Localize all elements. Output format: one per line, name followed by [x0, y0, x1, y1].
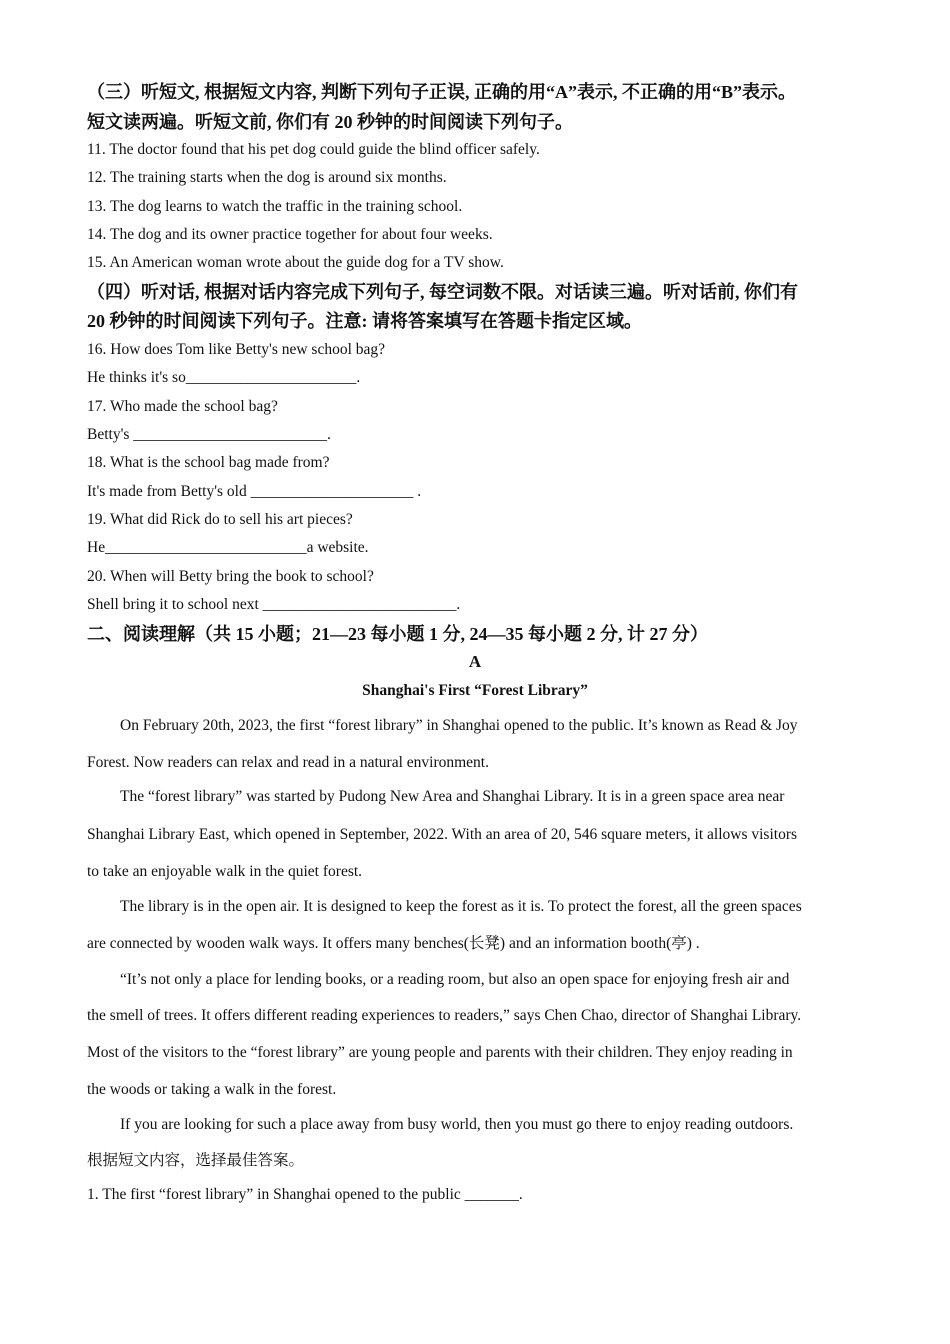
question-line: 19. What did Rick do to sell his art pieces?	[87, 511, 353, 528]
question-line: 18. What is the school bag made from?	[87, 454, 330, 471]
question-1: 1. The first “forest library” in Shanghai opened to the public _______.	[87, 1186, 523, 1203]
answer-line: He thinks it's so______________________.	[87, 369, 361, 386]
section-3-heading-line2: 短文读两遍。听短文前, 你们有 20 秒钟的时间阅读下列句子。	[87, 112, 573, 132]
part-2-heading: 二、阅读理解（共 15 小题；21—23 每小题 1 分, 24—35 每小题 2 分, 计 27 分）	[87, 624, 708, 644]
question-line: 17. Who made the school bag?	[87, 398, 278, 415]
paragraph-1-line: On February 20th, 2023, the first “forest library” in Shanghai opened to the public. It’s known as Read & Joy	[120, 717, 798, 734]
passage-title: Shanghai's First “Forest Library”	[362, 682, 588, 699]
passage-letter: A	[468, 652, 482, 671]
paragraph-4-line: Most of the visitors to the “forest library” are young people and parents with their children. They enjoy reading in	[87, 1044, 793, 1061]
question-item: 13. The dog learns to watch the traffic in the training school.	[87, 198, 463, 215]
question-item: 11. The doctor found that his pet dog could guide the blind officer safely.	[87, 141, 540, 158]
section-4-heading-line1: （四）听对话, 根据对话内容完成下列句子, 每空词数不限。对话读三遍。听对话前, 你们有	[87, 282, 798, 302]
paragraph-4-line: the woods or taking a walk in the forest.	[87, 1081, 337, 1098]
answer-line: Shell bring it to school next _________________________.	[87, 596, 461, 613]
answer-line: Betty's _________________________.	[87, 426, 331, 443]
section-3-heading-line1: （三）听短文, 根据短文内容, 判断下列句子正误, 正确的用“A”表示, 不正确的用“B”表示。	[87, 82, 797, 102]
paragraph-2-line: Shanghai Library East, which opened in September, 2022. With an area of 20, 546 square meters, it allows visitors	[87, 826, 798, 843]
paragraph-3-line: are connected by wooden walk ways. It offers many benches(长凳) and an information booth(亭) .	[87, 935, 700, 952]
question-line: 16. How does Tom like Betty's new school bag?	[87, 341, 386, 358]
paragraph-4-line: the smell of trees. It offers different reading experiences to readers,” says Chen Chao, director of Shanghai Library.	[87, 1007, 802, 1024]
instruction-text: 根据短文内容，选择最佳答案。	[87, 1152, 305, 1169]
paragraph-5-line: If you are looking for such a place away from busy world, then you must go there to enjoy reading outdoors.	[120, 1116, 794, 1133]
answer-line: It's made from Betty's old _____________________ .	[87, 483, 422, 500]
section-4-heading-line2: 20 秒钟的时间阅读下列句子。注意: 请将答案填写在答题卡指定区域。	[87, 311, 642, 331]
question-item: 14. The dog and its owner practice together for about four weeks.	[87, 226, 493, 243]
question-item: 15. An American woman wrote about the guide dog for a TV show.	[87, 254, 504, 271]
answer-line: He__________________________a website.	[87, 539, 369, 556]
paragraph-3-line: The library is in the open air. It is designed to keep the forest as it is. To protect the forest, all the green spaces	[120, 898, 802, 915]
question-line: 20. When will Betty bring the book to school?	[87, 568, 374, 585]
paragraph-2-line: to take an enjoyable walk in the quiet forest.	[87, 863, 363, 880]
question-item: 12. The training starts when the dog is around six months.	[87, 169, 447, 186]
paragraph-1-line: Forest. Now readers can relax and read in a natural environment.	[87, 754, 489, 771]
paragraph-4-line: “It’s not only a place for lending books, or a reading room, but also an open space for enjoying fresh air and	[120, 971, 790, 988]
paragraph-2-line: The “forest library” was started by Pudong New Area and Shanghai Library. It is in a green space area near	[120, 788, 785, 805]
